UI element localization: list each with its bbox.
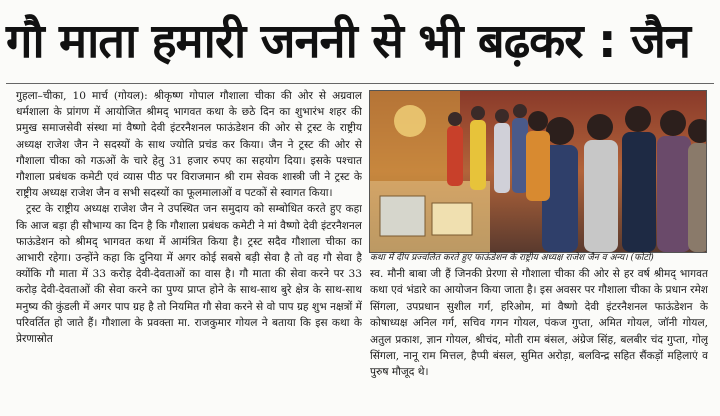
headline-divider — [6, 83, 714, 84]
article-right-column — [370, 266, 708, 414]
news-photo — [369, 90, 707, 253]
article-left-column — [16, 88, 362, 414]
photo-caption: कथा में दीप प्रज्वलित करते हुए फाऊंडेशन के राष्ट्रीय अध्यक्ष राजेश जैन व अन्य। (फोटो) — [370, 253, 654, 263]
article-paragraph: स्व. मौनी बाबा जी हैं जिनकी प्रेरणा से गौशाला चीका की ओर से हर वर्ष श्रीमद् भागवत कथा एवं भंडारे का आयोजन किया जाता है। इस अवसर पर गौशाला चीका के प्रधान रमेश सिंगला, उपप्रधान सुशील गर्ग, हरिओम, मां वैष्णो देवी इंटरनैशनल फाऊंडेशन के कोषाध्यक्ष अनिल गर्ग, सचिव गगन गोयल, पंकज गुप्ता, अमित गोयल, जॉनी गोयल, अतुल प्रकाश, ज्ञान गोयल, श्रीचंद, मोती राम बंसल, अंग्रेज सिंह, बलबीर चंद गुप्ता, गोलू सिंगला, नानू राम मित्तल, हैप्पी बंसल, सुमित अरोड़ा, बलविन्द्र सहित सैंकड़ों महिलाएं व पुरुष मौजूद थे। — [370, 268, 708, 379]
headline: गौ माता हमारी जननी से भी बढ़कर : जैन — [6, 14, 690, 69]
article-paragraph: ट्रस्ट के राष्ट्रीय अध्यक्ष राजेश जैन ने उपस्थित जन समुदाय को सम्बोधित करते हुए कहा कि आज बड़ा ही सौभाग्य का दिन है कि गौशाला प्रबंधक कमेटी ने मां वैष्णो देवी इंटरनैशनल फाऊंडेशन को श्रीमद् भागवत कथा में आमंत्रित किया है। ट्रस्ट सदैव गौशाला चीका का आभारी रहेगा। उन्होंने कहा कि दुनिया में अगर कोई सबसे बड़ी सेवा है तो वह गौ सेवा है क्योंकि गौ माता में 33 करोड़ देवी-देवताओं का वास है। गौ माता की सेवा करने पर 33 करोड़ देवी-देवताओं की सेवा करने का पुण्य प्राप्त होने के साथ-साथ बुरे क्षेत्र के साथ-साथ मनुष्य की कुंडली में अगर पाप ग्रह है तो नियमित गौ सेवा करने से वो पाप ग्रह शुभ नक्षत्रों में परिवर्तित हो जाते हैं। गौशाला के प्रवक्ता मा. राजकुमार गोयल ने बताया कि इस कथा के प्रेरणास्रोत — [16, 203, 362, 346]
article-paragraph: गुहला–चीका, 10 मार्च (गोयल): श्रीकृष्ण गोपाल गौशाला चीका की ओर से अग्रवाल धर्मशाला के प्रांगण में आयोजित श्रीमद् भागवत कथा के छठे दिन का शुभारंभ शहर की प्रमुख समाजसेवी संस्था मां वैष्णो देवी इंटरनैशनल फाऊंडेशन की ओर से ट्रस्ट के राष्ट्रीय अध्यक्ष राजेश जैन ने सदस्यों के साथ ज्योति प्रचंड कर किया। जैन ने ट्रस्ट की ओर से गौशाला चीका को गऊओं के चारे हेतु 31 हजार रुपए का सहयोग दिया। इसके पश्चात गौशाला प्रबंधक कमेटी एवं व्यास पीठ पर विराजमान श्री राम सेवक शास्त्री जी ने ट्रस्ट के राष्ट्रीय अध्यक्ष राजेश जैन व सभी सदस्यों का फूलमालाओं व पटकों से स्वागत किया। — [16, 90, 362, 200]
